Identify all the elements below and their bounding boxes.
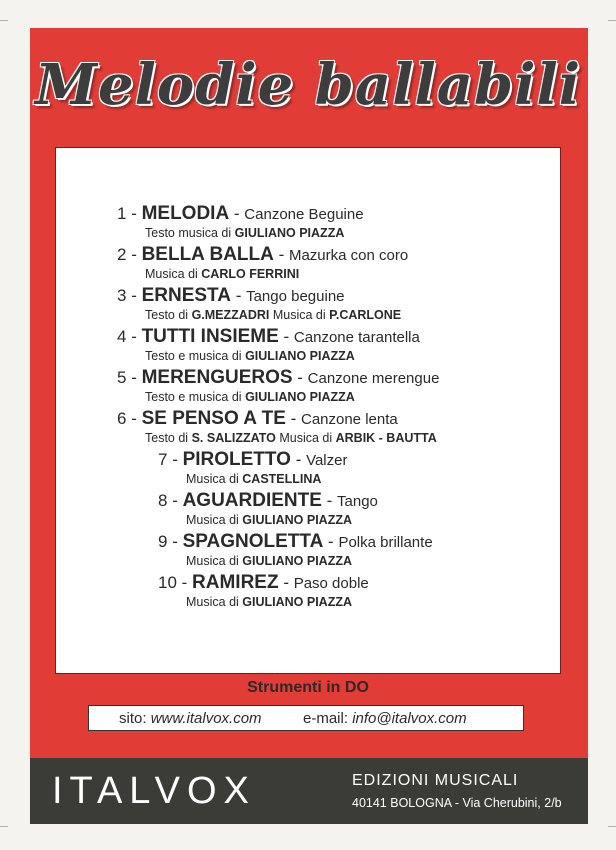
email-link[interactable]: info@italvox.com <box>352 710 467 727</box>
contact-box <box>88 705 524 731</box>
song-style: Valzer <box>306 452 348 469</box>
credit-label: Testo musica di <box>145 226 232 240</box>
song-credits <box>117 389 439 405</box>
song-number: 9 <box>158 532 168 551</box>
credit-name: P.CARLONE <box>329 308 402 322</box>
song-number: 3 <box>117 286 127 305</box>
song-name: MELODIA <box>141 203 230 224</box>
song-name: RAMIREZ <box>192 572 279 593</box>
credit-name: CASTELLINA <box>242 472 322 486</box>
song-style: Canzone lenta <box>300 411 398 428</box>
song-entry <box>158 573 369 610</box>
song-name: TUTTI INSIEME <box>141 326 279 347</box>
credit-label: Musica di <box>186 472 239 486</box>
credit-name: ARBIK - BAUTTA <box>335 431 437 445</box>
credit-label: Musica di <box>272 308 326 322</box>
song-entry <box>158 532 433 569</box>
credit-name: GIULIANO PIAZZA <box>245 349 355 363</box>
song-style: Canzone merengue <box>307 370 440 387</box>
song-number: 8 <box>158 491 168 510</box>
song-credits <box>117 430 437 446</box>
song-credits <box>117 266 408 282</box>
song-title-line: 2 - BELLA BALLA - Mazurka con coro <box>117 244 409 265</box>
credit-label: Testo e musica di <box>145 349 242 363</box>
website-label: sito: <box>119 710 147 727</box>
song-number: 1 <box>117 204 127 223</box>
credit-label: Testo e musica di <box>145 390 242 404</box>
song-title-line: 3 - ERNESTA - Tango beguine <box>117 285 345 306</box>
song-entry <box>117 245 408 282</box>
song-credits <box>158 553 433 569</box>
song-credits <box>117 225 364 241</box>
song-style: Canzone Beguine <box>244 206 364 223</box>
song-name: SE PENSO A TE <box>141 408 286 429</box>
publisher-name: EDIZIONI MUSICALI <box>352 772 519 789</box>
song-style: Tango beguine <box>246 288 345 305</box>
instruments-label: Strumenti in DO <box>247 679 369 696</box>
song-number: 5 <box>117 368 127 387</box>
crop-mark <box>0 20 8 21</box>
email-line <box>303 706 467 732</box>
song-style: Paso doble <box>293 575 369 592</box>
credit-label: Musica di <box>186 513 239 527</box>
website-line <box>119 706 262 732</box>
song-credits <box>158 512 378 528</box>
publisher-address: 40141 BOLOGNA - Via Cherubini, 2/b <box>352 796 562 810</box>
song-style: Tango <box>337 493 378 510</box>
song-credits <box>158 471 347 487</box>
song-entry <box>158 450 347 487</box>
song-style: Polka brillante <box>338 534 433 551</box>
song-title-line: 8 - AGUARDIENTE - Tango <box>158 490 378 511</box>
song-number: 2 <box>117 245 127 264</box>
song-entry <box>117 204 364 241</box>
credit-label: Musica di <box>279 431 333 445</box>
song-number: 7 <box>158 450 168 469</box>
crop-mark <box>0 826 8 827</box>
credit-label: Testo di <box>145 431 189 445</box>
email-label: e-mail: <box>303 710 349 727</box>
song-number: 6 <box>117 409 127 428</box>
song-entry <box>117 409 437 446</box>
song-title-line: 5 - MERENGUEROS - Canzone merengue <box>117 367 440 388</box>
song-name: AGUARDIENTE <box>182 490 322 511</box>
song-entry <box>117 327 420 364</box>
song-entry <box>117 368 439 405</box>
song-style: Mazurka con coro <box>288 247 409 264</box>
page-title: Melodie ballabili <box>34 52 582 118</box>
song-name: ERNESTA <box>141 285 231 306</box>
song-title-line: 7 - PIROLETTO - Valzer <box>158 449 348 470</box>
brand-logo: ITALVOX <box>52 770 256 812</box>
song-number: 4 <box>117 327 127 346</box>
crop-mark <box>608 826 616 827</box>
song-entry <box>117 286 401 323</box>
song-credits <box>158 594 369 610</box>
song-credits <box>117 307 401 323</box>
song-title-line: 4 - TUTTI INSIEME - Canzone tarantella <box>117 326 420 347</box>
credit-name: GIULIANO PIAZZA <box>242 554 352 568</box>
credit-label: Musica di <box>186 595 239 609</box>
song-name: SPAGNOLETTA <box>182 531 324 552</box>
credit-label: Musica di <box>145 267 198 281</box>
song-credits <box>117 348 420 364</box>
footer-bar <box>30 758 588 824</box>
credit-label: Musica di <box>186 554 239 568</box>
credit-name: S. SALIZZATO <box>191 431 276 445</box>
song-style: Canzone tarantella <box>293 329 420 346</box>
song-name: BELLA BALLA <box>141 244 274 265</box>
credit-name: GIULIANO PIAZZA <box>242 595 352 609</box>
credit-name: GIULIANO PIAZZA <box>242 513 352 527</box>
credit-name: GIULIANO PIAZZA <box>245 390 355 404</box>
credit-name: GIULIANO PIAZZA <box>234 226 345 240</box>
crop-mark <box>608 20 616 21</box>
credit-label: Testo di <box>145 308 189 322</box>
song-title-line: 6 - SE PENSO A TE - Canzone lenta <box>117 408 398 429</box>
song-title-line: 10 - RAMIREZ - Paso doble <box>158 572 369 593</box>
song-entry <box>158 491 378 528</box>
song-title-line: 9 - SPAGNOLETTA - Polka brillante <box>158 531 433 552</box>
credit-name: CARLO FERRINI <box>201 267 300 281</box>
song-number: 10 <box>158 573 177 592</box>
song-title-line: 1 - MELODIA - Canzone Beguine <box>117 203 364 224</box>
song-name: MERENGUEROS <box>141 367 293 388</box>
song-name: PIROLETTO <box>182 449 291 470</box>
credit-name: G.MEZZADRI <box>191 308 270 322</box>
website-link[interactable]: www.italvox.com <box>150 710 262 727</box>
